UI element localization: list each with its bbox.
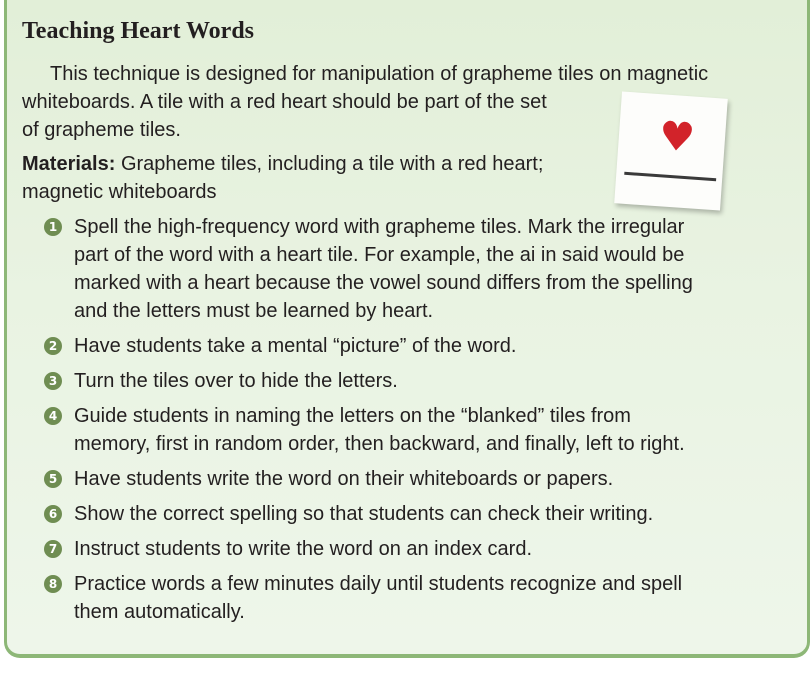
intro-line: whiteboards. A tile with a red heart should be part of the set: [22, 91, 547, 113]
materials-label: Materials:: [22, 153, 116, 175]
materials-text: magnetic whiteboards: [22, 181, 217, 203]
step-number-badge: 6: [44, 505, 62, 523]
step-item: [44, 535, 779, 563]
step-item: [44, 213, 779, 325]
step-item: [44, 367, 779, 395]
step-number-badge: 4: [44, 407, 62, 425]
heart-tile-card: [614, 91, 728, 210]
step-number-badge: 5: [44, 470, 62, 488]
step-number-badge: 7: [44, 540, 62, 558]
step-text-line: them automatically.: [74, 601, 245, 623]
step-item: [44, 570, 779, 626]
step-text-line: marked with a heart because the vowel sound differs from the spelling: [74, 272, 693, 294]
heart-icon: ♥: [657, 113, 697, 162]
step-number-badge: 8: [44, 575, 62, 593]
intro-line: This technique is designed for manipulation of grapheme tiles on magnetic: [50, 63, 709, 85]
intro-line: of grapheme tiles.: [22, 119, 181, 141]
step-item: [44, 402, 779, 458]
materials-text: Grapheme tiles, including a tile with a red heart;: [120, 153, 544, 175]
card-line: [624, 172, 716, 181]
step-text-line: Practice words a few minutes daily until students recognize and spell: [74, 573, 683, 595]
step-text-line: Have students take a mental “picture” of the word.: [74, 335, 517, 357]
step-number-badge: 1: [44, 218, 62, 236]
step-text-line: Guide students in naming the letters on the “blanked” tiles from: [74, 405, 631, 427]
step-number-badge: 2: [44, 337, 62, 355]
materials-paragraph: [22, 150, 622, 206]
step-text-line: Show the correct spelling so that students can check their writing.: [74, 503, 654, 525]
step-item: [44, 332, 779, 360]
step-text-line: Have students write the word on their whiteboards or papers.: [74, 468, 614, 490]
step-text-line: Turn the tiles over to hide the letters.: [74, 370, 398, 392]
step-number-badge: 3: [44, 372, 62, 390]
steps-list: [44, 213, 779, 633]
step-item: [44, 500, 779, 528]
step-item: [44, 465, 779, 493]
step-text-line: part of the word with a heart tile. For example, the ai in said would be: [74, 244, 685, 266]
step-text-line: memory, first in random order, then backward, and finally, left to right.: [74, 433, 685, 455]
step-text-line: Instruct students to write the word on an index card.: [74, 538, 533, 560]
step-text-line: and the letters must be learned by heart.: [74, 300, 434, 322]
step-text-line: Spell the high-frequency word with grapheme tiles. Mark the irregular: [74, 216, 685, 238]
section-title: Teaching Heart Words: [22, 18, 255, 44]
